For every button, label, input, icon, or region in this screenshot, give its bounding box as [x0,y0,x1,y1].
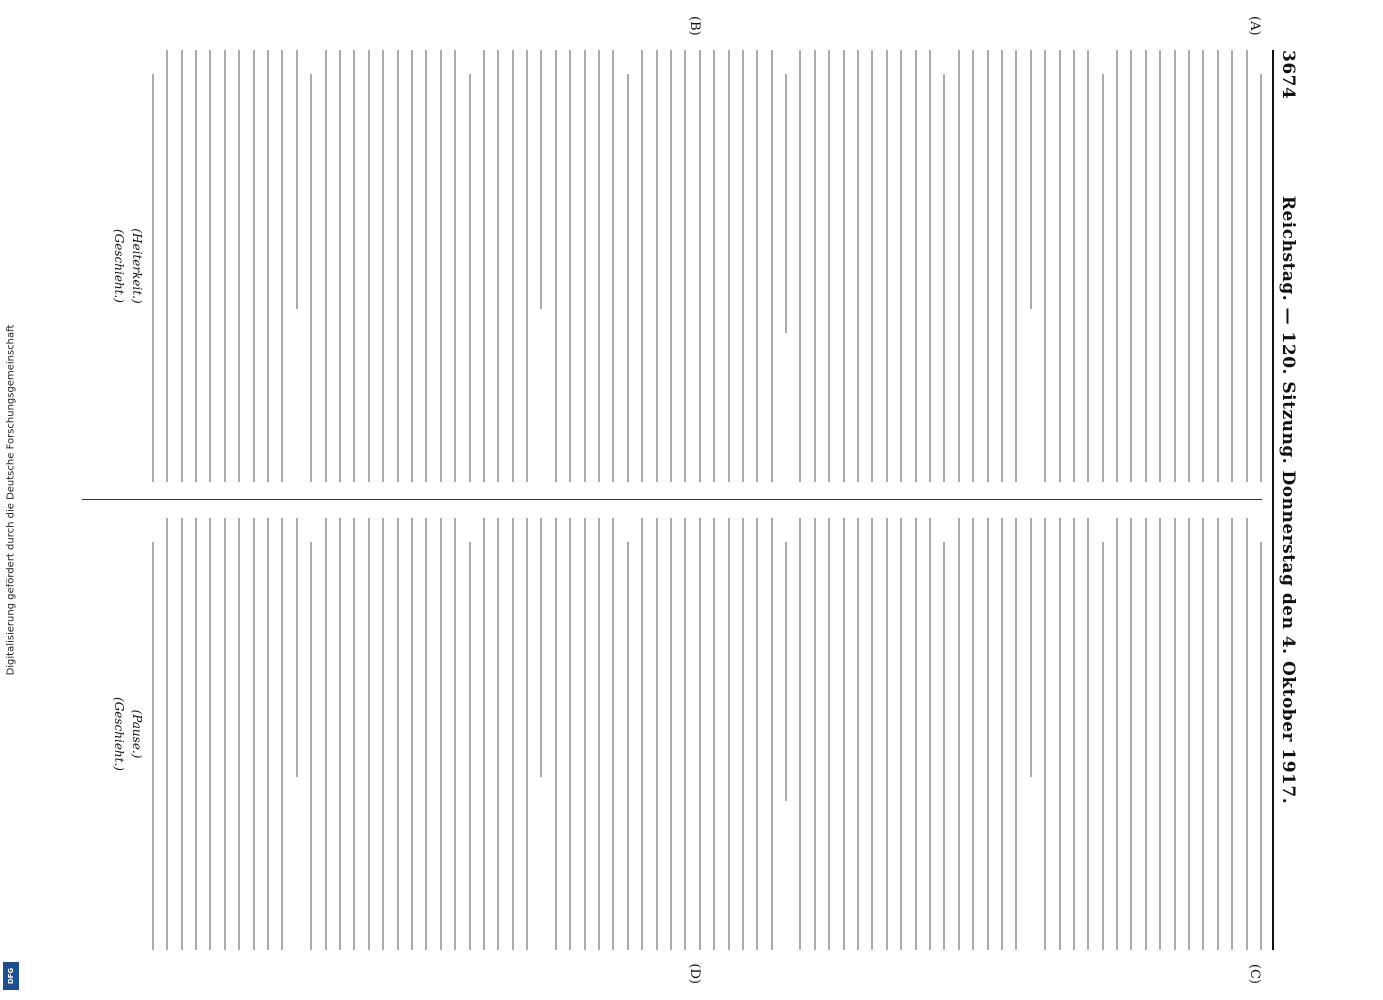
text-line [1116,518,1118,950]
text-line [569,518,571,950]
margin-letter-c: (C) [1247,963,1262,984]
text-line [1059,50,1061,482]
text-line [195,518,197,950]
text-line [224,518,226,950]
text-line [929,518,931,950]
text-line [425,518,427,950]
text-line [1159,50,1161,482]
text-line [598,50,600,482]
text-line [166,518,168,950]
text-line [310,74,312,482]
text-line [742,518,744,950]
text-line [656,518,658,950]
text-line [1030,50,1032,309]
text-line [325,50,327,482]
text-line [814,518,816,950]
text-line [1044,50,1046,482]
text-line [742,50,744,482]
text-line [1174,518,1176,950]
text-line [828,518,830,950]
text-line [1145,518,1147,950]
text-line [440,518,442,950]
text-line [555,518,557,950]
text-line [900,518,902,950]
text-line [497,518,499,950]
text-line [152,542,154,950]
text-line [1217,50,1219,482]
text-line [1116,50,1118,482]
text-line [238,50,240,482]
text-line [1059,518,1061,950]
text-line [281,50,283,482]
text-line [1217,518,1219,950]
text-line [454,50,456,482]
text-line [857,518,859,950]
text-line [296,518,298,777]
text-line [483,518,485,950]
text-line [943,74,945,482]
text-line [1073,50,1075,482]
margin-letter-b: (B) [687,16,702,36]
text-line [526,518,528,950]
text-line [756,50,758,482]
text-line [800,50,802,482]
text-line [397,518,399,950]
running-header [1272,50,1302,950]
text-line [267,518,269,950]
text-line [1001,518,1003,950]
text-line [785,74,787,333]
running-title: Reichstag. — 120. Sitzung. Donnerstag den 4. Oktober 1917. [1278,195,1298,805]
text-line [238,518,240,950]
text-line [483,50,485,482]
text-line [339,518,341,950]
right-column-lines [152,518,1262,950]
text-line [684,50,686,482]
text-line [1044,518,1046,950]
text-line [900,50,902,482]
text-line [1087,518,1089,950]
margin-letter-d: (D) [687,963,702,984]
text-line [1231,518,1233,950]
text-line [1073,518,1075,950]
text-line [310,542,312,950]
dfg-logo-text: DFG [7,967,15,985]
text-line [1246,50,1248,482]
text-line [425,50,427,482]
text-line [756,518,758,950]
text-line [728,518,730,950]
text-line [1202,518,1204,950]
text-line [800,518,802,950]
right-stage-1: (Pause.) [129,709,144,759]
text-line [828,50,830,482]
credit-text: Digitalisierung gefördert durch die Deutsche Forschungsgemeinschaft [5,324,17,676]
text-line [253,50,255,482]
text-line [584,50,586,482]
text-line [1159,518,1161,950]
text-line [382,518,384,950]
text-line [1130,50,1132,482]
text-line [656,50,658,482]
text-line [598,518,600,950]
margin-letter-a: (A) [1247,16,1262,36]
text-line [612,518,614,950]
text-line [397,50,399,482]
text-line [411,518,413,950]
text-line [728,50,730,482]
printed-page [70,16,1310,984]
dfg-logo-icon [3,962,19,990]
text-line [713,518,715,950]
text-line [1102,542,1104,950]
text-line [1174,50,1176,482]
text-line [353,50,355,482]
text-line [713,50,715,482]
text-line [1015,518,1017,950]
text-line [670,518,672,950]
left-stage-1: (Heiterkeit.) [129,228,144,304]
text-line [181,518,183,950]
text-line [152,74,154,482]
text-line [368,518,370,950]
right-stage-2: (Geschieht.) [111,697,126,771]
text-line [267,50,269,482]
text-line [382,50,384,482]
text-line [972,50,974,482]
text-line [641,518,643,950]
text-line [526,50,528,482]
text-line [1260,542,1262,950]
text-line [1102,74,1104,482]
text-line [814,50,816,482]
text-line [181,50,183,482]
text-line [540,518,542,777]
text-line [843,518,845,950]
text-line [569,50,571,482]
text-line [540,50,542,309]
text-line [584,518,586,950]
text-line [497,50,499,482]
right-column [82,518,1262,984]
text-line [785,542,787,801]
text-line [915,518,917,950]
page-frame [60,16,1320,984]
text-line [253,518,255,950]
text-line [771,50,773,482]
text-line [411,50,413,482]
text-line [1145,50,1147,482]
text-line [857,50,859,482]
text-line [469,74,471,482]
page-number: 3674 [1278,50,1298,100]
text-line [943,542,945,950]
text-line [958,518,960,950]
text-line [296,50,298,309]
text-line [929,50,931,482]
text-line [771,518,773,950]
text-line [1231,50,1233,482]
text-line [1202,50,1204,482]
text-line [339,50,341,482]
text-line [368,50,370,482]
text-line [440,50,442,482]
text-line [1001,50,1003,482]
text-line [512,518,514,950]
text-line [958,50,960,482]
left-column-lines [152,50,1262,482]
text-line [886,50,888,482]
text-line [1015,50,1017,482]
text-line [1188,50,1190,482]
text-line [871,518,873,950]
text-line [209,50,211,482]
text-line [987,518,989,950]
text-line [627,542,629,950]
text-line [281,518,283,950]
text-line [166,50,168,482]
text-line [699,50,701,482]
text-line [1130,518,1132,950]
text-line [1246,518,1248,950]
text-line [555,50,557,482]
text-line [871,50,873,482]
left-stage-2: (Geschieht.) [111,229,126,303]
left-column [82,16,1262,482]
text-line [1188,518,1190,950]
text-line [1030,518,1032,777]
text-line [670,50,672,482]
text-line [684,518,686,950]
text-line [1260,74,1262,482]
text-line [209,518,211,950]
text-line [454,518,456,950]
text-line [512,50,514,482]
text-line [843,50,845,482]
digitization-credit [0,0,22,1000]
text-line [469,542,471,950]
text-line [641,50,643,482]
text-line [987,50,989,482]
text-line [353,518,355,950]
text-line [972,518,974,950]
text-line [224,50,226,482]
text-line [627,74,629,482]
text-line [1087,50,1089,482]
text-line [325,518,327,950]
text-line [915,50,917,482]
text-columns [82,16,1262,984]
text-line [195,50,197,482]
text-line [699,518,701,950]
text-line [612,50,614,482]
text-line [886,518,888,950]
